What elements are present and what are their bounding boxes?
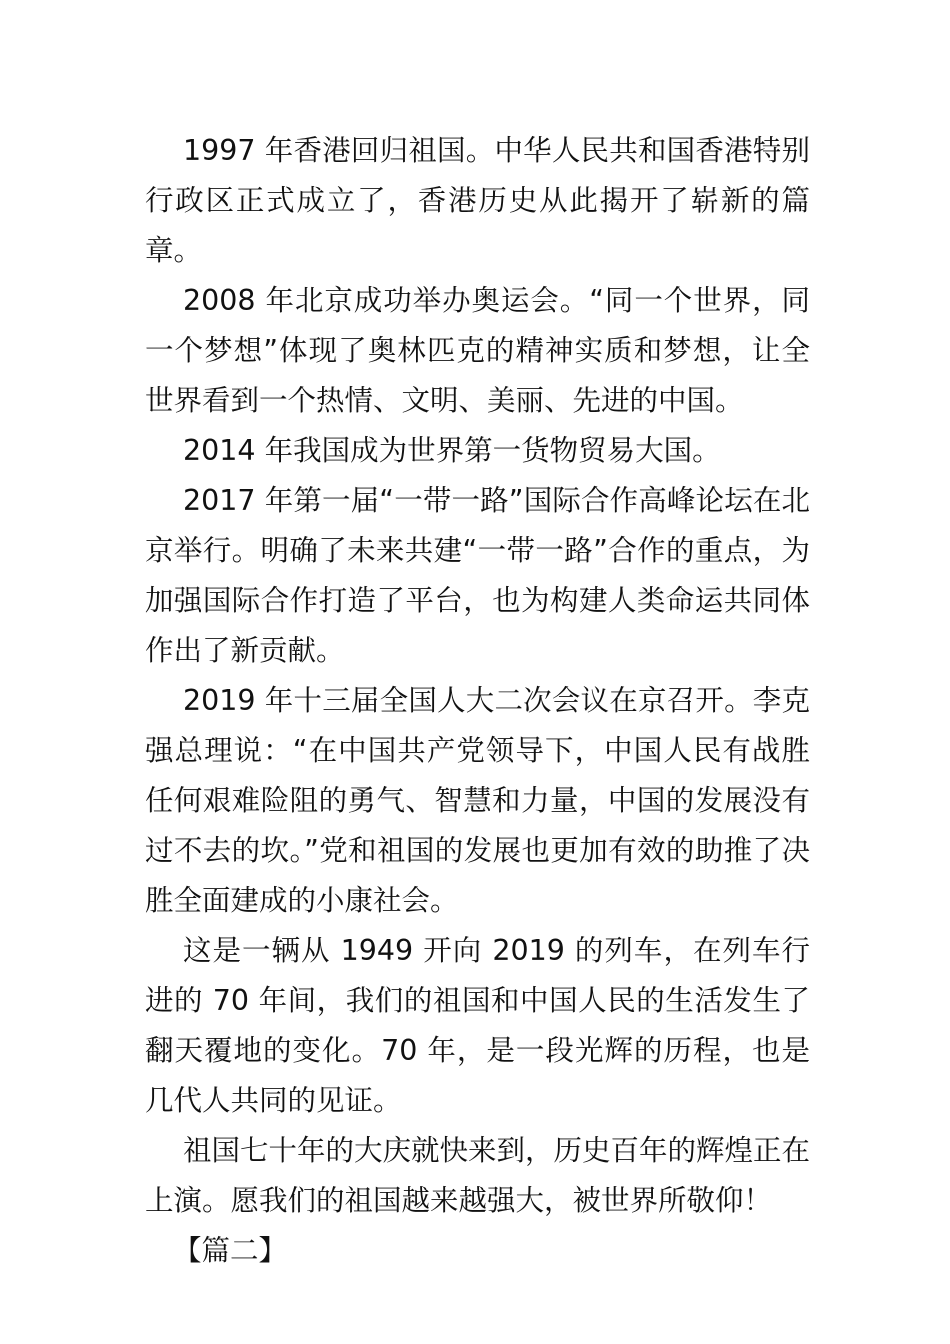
document-body [145,126,810,1276]
paragraph-train-70-years: 这是一辆从 1949 开向 2019 的列车，在列车行进的 70 年间，我们的祖国和中国人民的生活发生了翻天覆地的变化。70 年，是一段光辉的历程，也是几代人共同的见证。 [145,934,810,1117]
paragraph-2008-olympics: 2008 年北京成功举办奥运会。“同一个世界，同一个梦想”体现了奥林匹克的精神实质和梦想，让全世界看到一个热情、文明、美丽、先进的中国。 [145,284,810,417]
paragraph-2014-trade: 2014 年我国成为世界第一货物贸易大国。 [183,434,721,467]
paragraph-2019-npc: 2019 年十三届全国人大二次会议在京召开。李克强总理说：“在中国共产党领导下，中国人民有战胜任何艰难险阻的勇气、智慧和力量，中国的发展没有过不去的坎。”党和祖国的发展也更加有效的助推了决胜全面建成的小康社会。 [145,684,810,917]
paragraph-2017-belt-road: 2017 年第一届“一带一路”国际合作高峰论坛在北京举行。明确了未来共建“一带一路”合作的重点，为加强国际合作打造了平台，也为构建人类命运共同体作出了新贡献。 [145,484,810,667]
paragraph-1997-hong-kong: 1997 年香港回归祖国。中华人民共和国香港特别行政区正式成立了，香港历史从此揭开了崭新的篇章。 [145,134,810,267]
paragraph-closing: 祖国七十年的大庆就快来到，历史百年的辉煌正在上演。愿我们的祖国越来越强大，被世界所敬仰！ [145,1134,811,1217]
section-heading: 【篇二】 [173,1234,288,1267]
